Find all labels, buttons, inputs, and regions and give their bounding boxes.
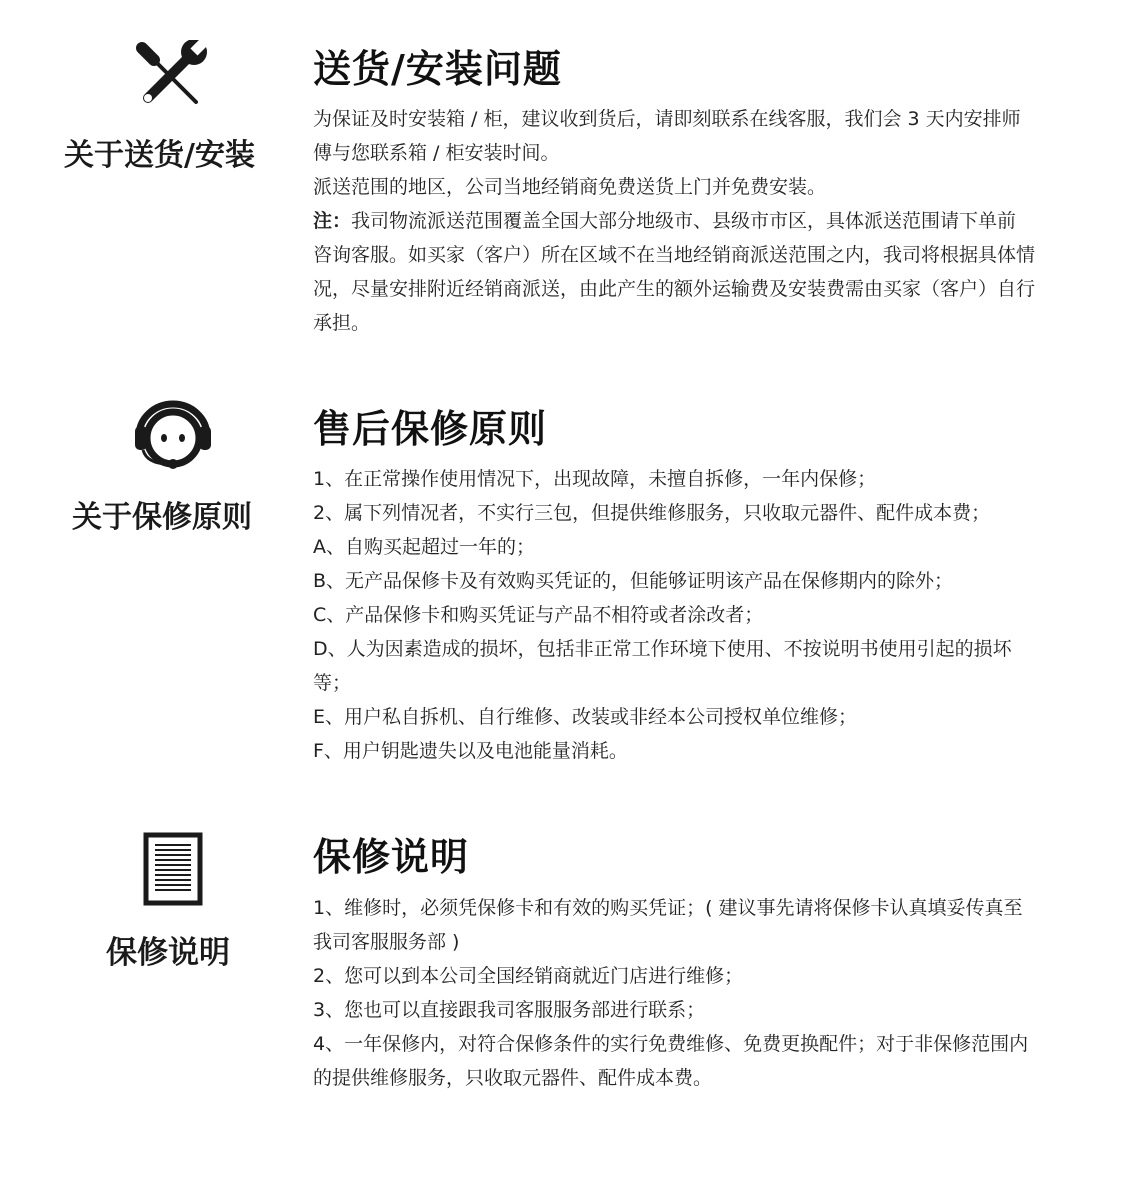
paragraph: 派送范围的地区，公司当地经销商免费送货上门并免费安装。 <box>313 176 827 198</box>
paragraph: 为保证及时安装箱 / 柜，建议收到货后，请即刻联系在线客服，我们会 3 天内安排师傅与您联系箱 / 柜安装时间。 <box>313 108 1021 164</box>
document-icon <box>143 832 203 906</box>
note-paragraph <box>313 204 1035 340</box>
list-item: 2、属下列情况者，不实行三包，但提供维修服务，只收取元器件、配件成本费； <box>313 502 991 524</box>
side-label-warranty: 关于保修原则 <box>72 500 252 535</box>
section-body-warranty <box>313 462 1035 768</box>
list-item: D、人为因素造成的损坏，包括非正常工作环境下使用、不按说明书使用引起的损坏等； <box>313 638 1012 694</box>
section-body-warranty-notes <box>313 891 1035 1095</box>
list-item: B、无产品保修卡及有效购买凭证的，但能够证明该产品在保修期内的除外； <box>313 570 954 592</box>
list-item: F、用户钥匙遗失以及电池能量消耗。 <box>313 740 628 762</box>
list-item: 1、在正常操作使用情况下，出现故障，未擅自拆修，一年内保修； <box>313 468 877 490</box>
note-text: 我司物流派送范围覆盖全国大部分地级市、县级市市区，具体派送范围请下单前咨询客服。如买家（客户）所在区域不在当地经销商派送范围之内，我司将根据具体情况，尽量安排附近经销商派送，由此产生的额外运输费及安装费需由买家（客户）自行承担。 <box>313 210 1036 334</box>
headset-icon <box>133 400 213 472</box>
section-warranty-notes <box>0 800 1125 1183</box>
list-item: 1、维修时，必须凭保修卡和有效的购买凭证；( 建议事先请将保修卡认真填妥传真至我司客服服务部 ) <box>313 897 1023 953</box>
section-warranty-principles <box>0 370 1125 790</box>
list-item: A、自购买起超过一年的； <box>313 536 535 558</box>
note-label: 注： <box>313 210 352 232</box>
section-title-delivery: 送货/安装问题 <box>313 47 562 91</box>
list-item: C、产品保修卡和购买凭证与产品不相符或者涂改者； <box>313 604 764 626</box>
list-item: 3、您也可以直接跟我司客服服务部进行联系； <box>313 999 706 1021</box>
side-label-warranty-notes: 保修说明 <box>106 935 230 971</box>
section-delivery-installation <box>0 0 1125 370</box>
list-item: 4、一年保修内，对符合保修条件的实行免费维修、免费更换配件；对于非保修范围内的提供维修服务，只收取元器件、配件成本费。 <box>313 1033 1029 1089</box>
list-item: E、用户私自拆机、自行维修、改装或非经本公司授权单位维修； <box>313 706 858 728</box>
wrench-screwdriver-icon <box>132 40 212 112</box>
section-title-warranty-notes: 保修说明 <box>313 835 470 879</box>
section-title-warranty: 售后保修原则 <box>313 407 548 451</box>
side-label-delivery: 关于送货/安装 <box>64 138 255 173</box>
list-item: 2、您可以到本公司全国经销商就近门店进行维修； <box>313 965 744 987</box>
section-body-delivery <box>313 102 1035 340</box>
